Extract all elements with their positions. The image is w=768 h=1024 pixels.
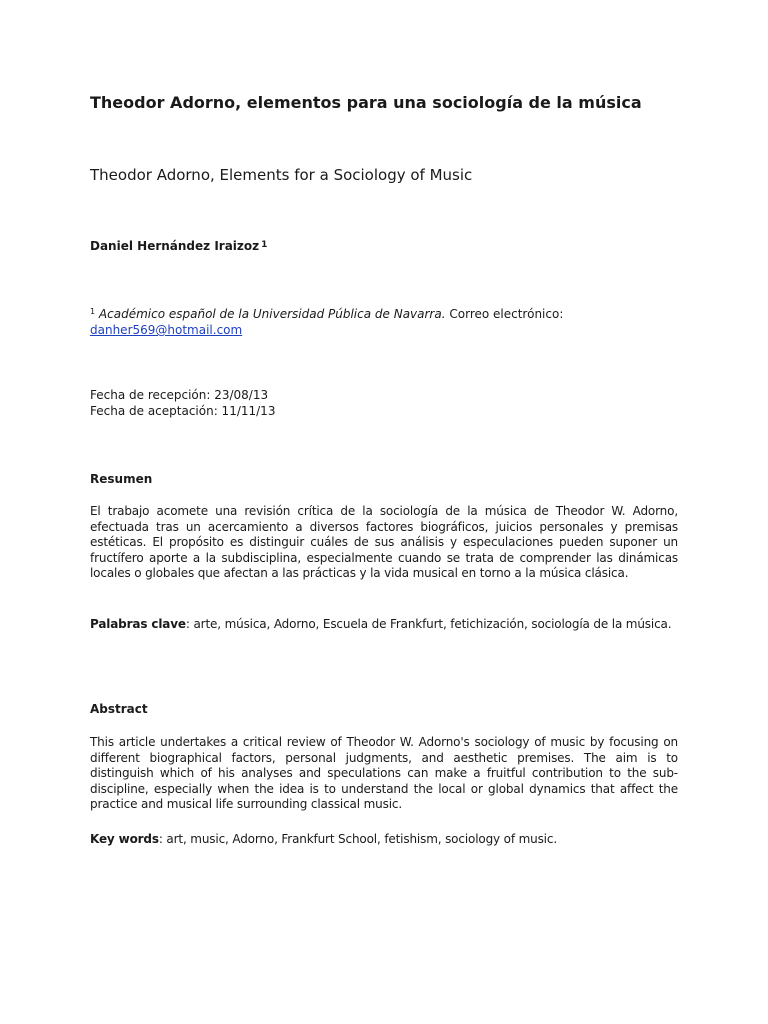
email-link[interactable]: danher569@hotmail.com bbox=[90, 323, 243, 337]
title-spanish: Theodor Adorno, elementos para una sociología de la música bbox=[90, 93, 642, 112]
palabras-clave-label: Palabras clave bbox=[90, 617, 186, 631]
palabras-clave bbox=[90, 617, 678, 633]
resumen-heading: Resumen bbox=[90, 472, 153, 486]
affiliation-institution: Académico español de la Universidad Pública de Navarra. bbox=[98, 307, 446, 321]
author-line bbox=[90, 237, 267, 254]
key-words bbox=[90, 832, 678, 848]
resumen-text: El trabajo acomete una revisión crítica de la sociología de la música de Theodor W. Adorno, efectuada tras un acercamiento a diversos factores biográficos, juicios personales y premisas estéticas. El propósito es distinguir cuáles de sus análisis y especulaciones pueden suponer un fructífero aporte a la subdisciplina, especialmente cuando se trata de comprender las dinámicas locales o globales que afectan a las prácticas y la vida musical en torno a la música clásica. bbox=[90, 504, 678, 580]
title-english: Theodor Adorno, Elements for a Sociology of Music bbox=[90, 166, 473, 184]
key-words-list: : art, music, Adorno, Frankfurt School, fetishism, sociology of music. bbox=[158, 832, 557, 846]
palabras-clave-list: : arte, música, Adorno, Escuela de Frankfurt, fetichización, sociología de la música. bbox=[185, 617, 672, 631]
author-footnote-mark: 1 bbox=[261, 240, 268, 250]
affiliation-mark: 1 bbox=[90, 307, 96, 316]
email-label: Correo electrónico: bbox=[449, 307, 564, 321]
received-date: Fecha de recepción: 23/08/13 bbox=[90, 388, 269, 402]
author-name: Daniel Hernández Iraizoz bbox=[90, 239, 260, 253]
abstract-heading: Abstract bbox=[90, 702, 148, 716]
abstract-text: This article undertakes a critical review of Theodor W. Adorno's sociology of music by focusing on different biographical factors, personal judgments, and aesthetic premises. The aim is to distinguish which of his analyses and speculations can make a fruitful contribution to the sub-discipline, especially when the idea is to understand the local or global dynamics that affect the practice and musical life surrounding classical music. bbox=[90, 735, 678, 811]
accepted-date: Fecha de aceptación: 11/11/13 bbox=[90, 404, 276, 418]
dates-block bbox=[90, 387, 275, 419]
key-words-label: Key words bbox=[90, 832, 159, 846]
affiliation-note bbox=[90, 304, 678, 338]
